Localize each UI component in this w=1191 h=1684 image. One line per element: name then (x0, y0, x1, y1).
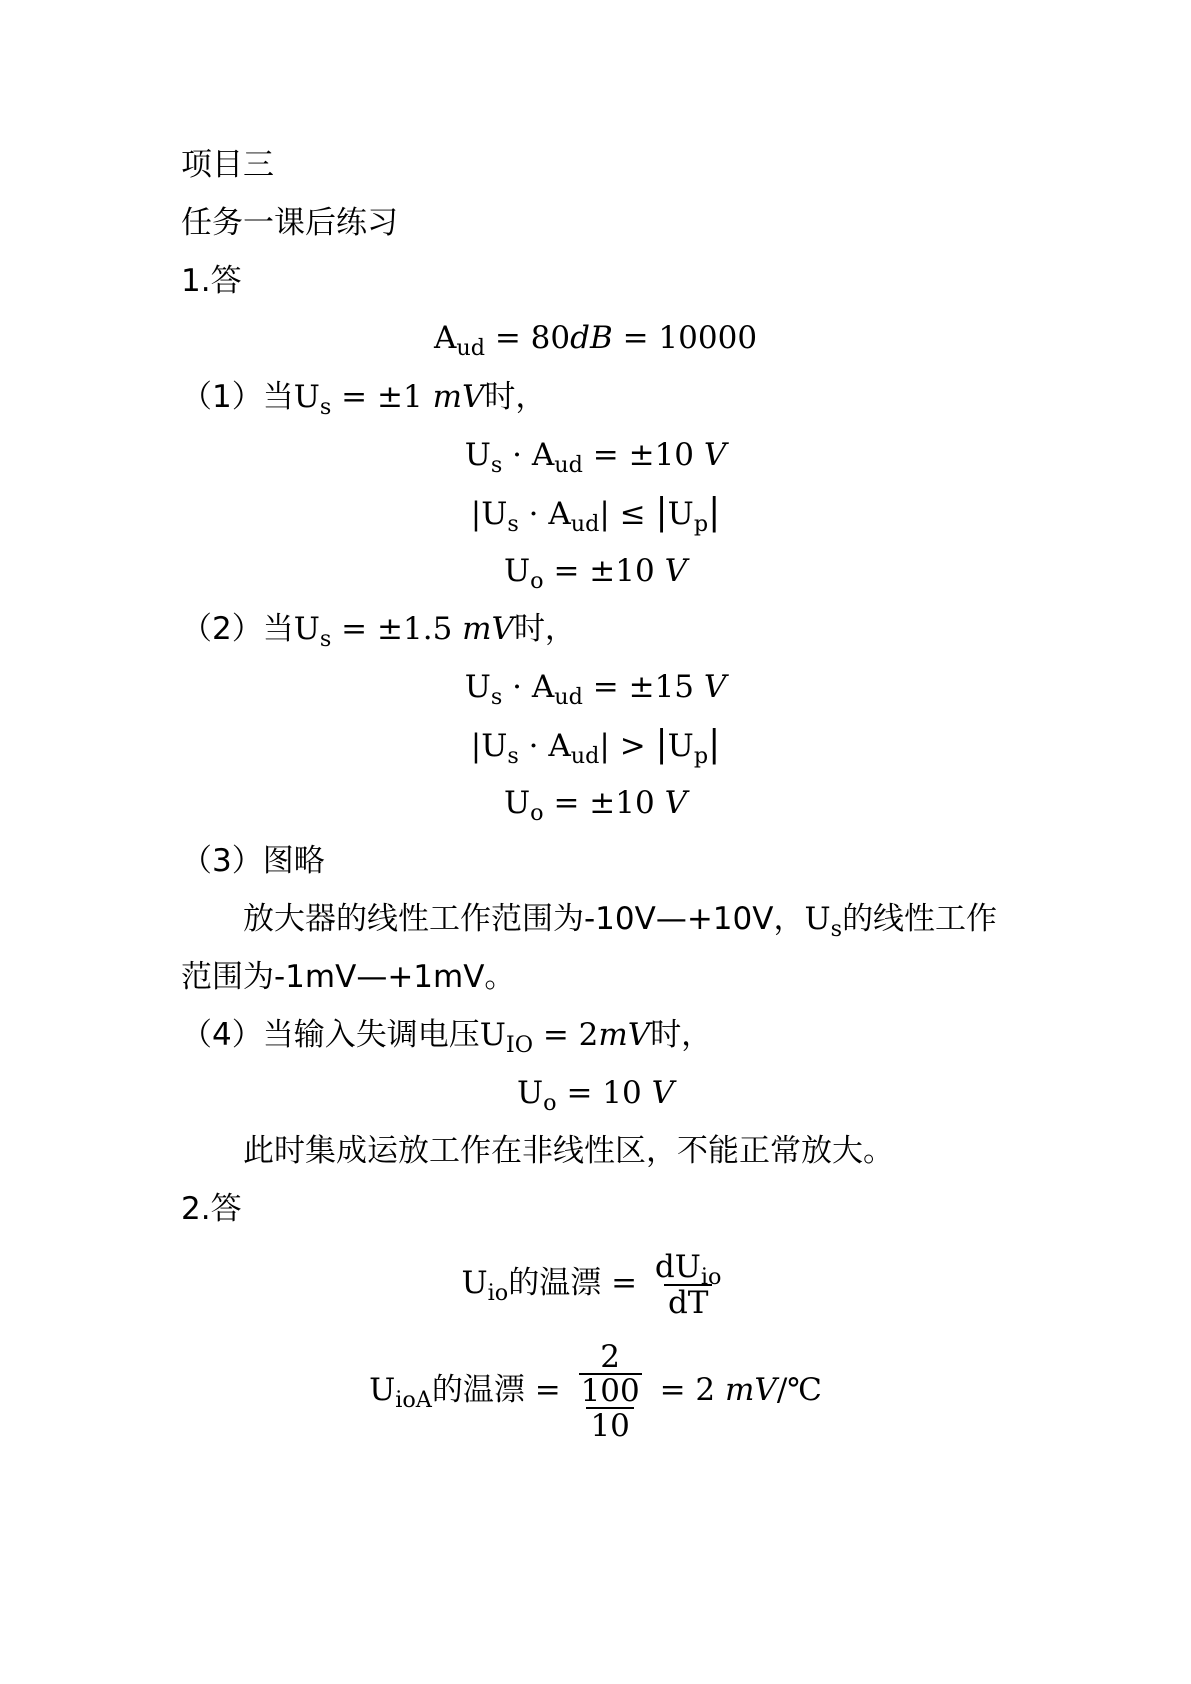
case-4-condition: （4）当输入失调电压$U_{IO} = 2mV$时， (181, 1017, 713, 1059)
case-1-output: $U_o = \pm 10$ V (504, 553, 687, 595)
case-3-paragraph-line-1: 放大器的线性工作范围为-10V—+10V，$U_s$的线性工作 (243, 901, 998, 943)
drift-definition-equation: $U_{io}$的温漂 = $\frac{dU_{io}}{dT}$ (0, 1248, 1191, 1318)
case-2-comparison: $|U_s \cdot A_{ud}| > |U_p|$ (470, 724, 721, 770)
case-4-conclusion: 此时集成运放工作在非线性区，不能正常放大。 (243, 1133, 894, 1169)
case-1-product: $U_s \cdot A_{ud} = \pm 10$ V (464, 437, 727, 479)
drift-value-equation: $U_{ioA}$的温漂 = 2 100 10 = 2 mV/℃ (369, 1338, 822, 1444)
case-2-output: $U_o = \pm 10$ V (504, 785, 687, 827)
case-1-condition: （1）当$U_s = \pm 1$ mV时， (181, 379, 547, 421)
case-4-output: $U_o = 10$ V (517, 1075, 674, 1117)
question-2-heading: 2.答 (181, 1191, 242, 1227)
case-2-product: $U_s \cdot A_{ud} = \pm 15$ V (464, 669, 727, 711)
task-heading: 任务一课后练习 (181, 205, 398, 241)
project-heading: 项目三 (181, 147, 274, 183)
gain-equation: $A_{ud} = 80dB = 10000$ (433, 320, 758, 362)
case-2-condition: （2）当$U_s = \pm 1.5$ mV时， (181, 611, 576, 653)
inner-fraction: 2 100 (580, 1338, 640, 1409)
drift-value-fraction: 2 100 10 (580, 1338, 640, 1444)
case-3-label: （3）图略 (181, 843, 325, 879)
case-1-comparison: $|U_s \cdot A_{ud}| \le |U_p|$ (470, 492, 721, 538)
drift-fraction: $\frac{dU_{io}}{dT}$ (654, 1248, 722, 1321)
question-1-heading: 1.答 (181, 263, 242, 299)
case-3-paragraph-line-2: 范围为-1mV—+1mV。 (181, 959, 516, 995)
